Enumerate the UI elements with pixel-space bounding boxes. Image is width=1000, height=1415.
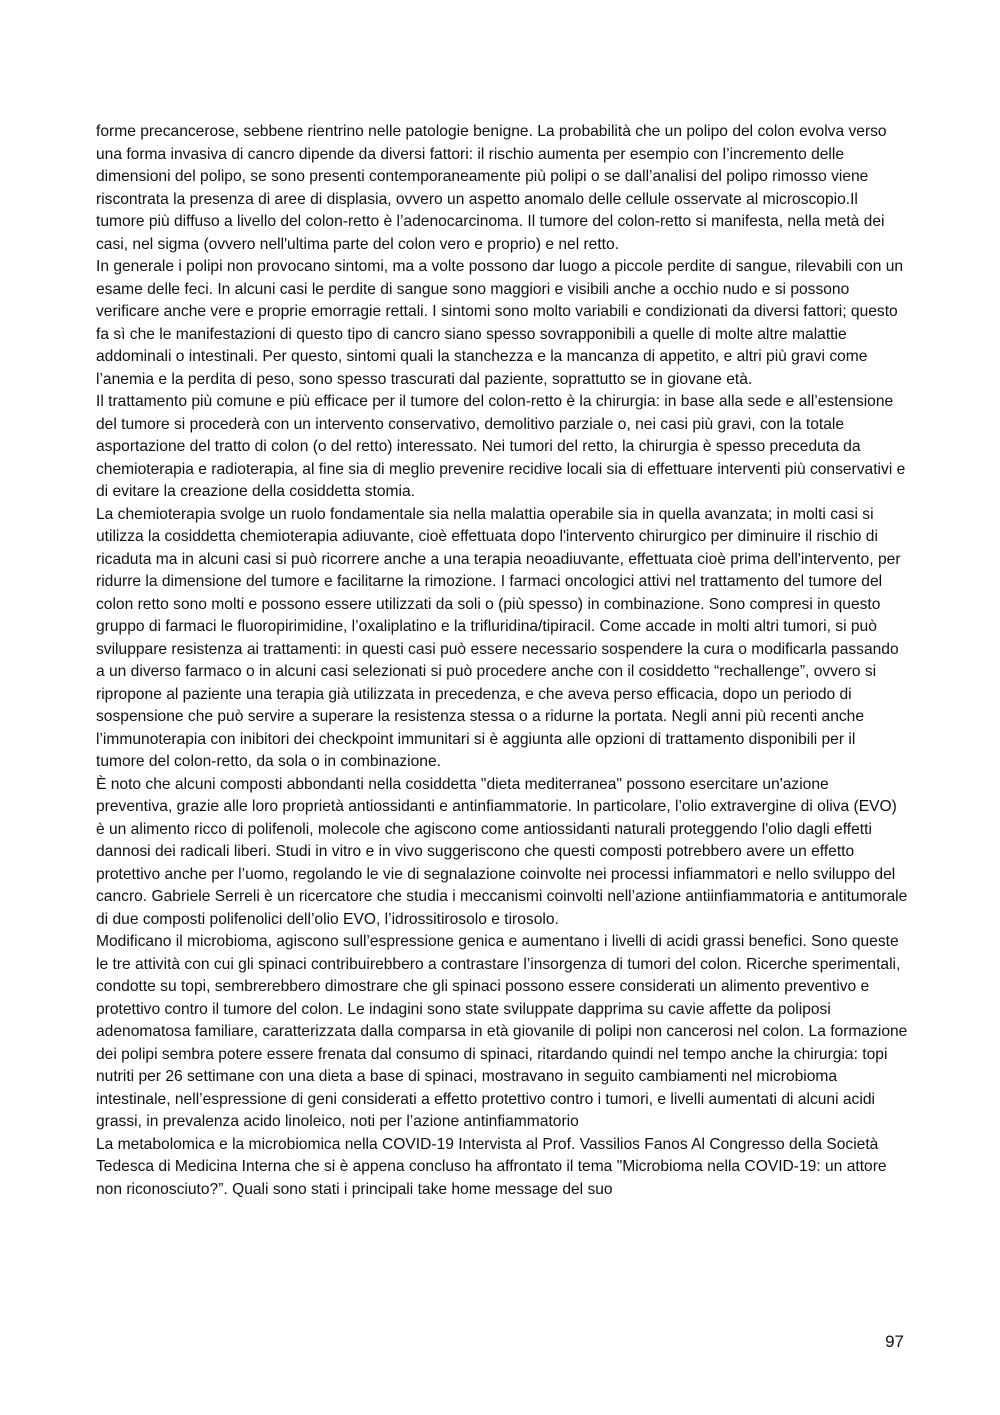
paragraph: È noto che alcuni composti abbondanti nella cosiddetta "dieta mediterranea" possono esercitare un'azione preventiva, grazie alle loro proprietà antiossidanti e antinfiammatorie. In particolare, l’olio extravergine di oliva (EVO) è un alimento ricco di polifenoli, molecole che agiscono come antiossidanti naturali proteggendo l'olio dagli effetti dannosi dei radicali liberi. Studi in vitro e in vivo suggeriscono che questi composti potrebbero avere un effetto protettivo anche per l’uomo, regolando le vie di segnalazione coinvolte nei processi infiammatori e nello sviluppo del cancro. Gabriele Serreli è un ricercatore che studia i meccanismi coinvolti nell’azione antiinfiammatoria e antitumorale di due composti polifenolici dell’olio EVO, l’idrossitirosolo e tirosolo. [96,775,908,928]
body-text [96,121,908,1201]
page-number: 97 [885,1332,904,1351]
paragraph: Il trattamento più comune e più efficace per il tumore del colon-retto è la chirurgia: in base alla sede e all’estensione del tumore si procederà con un intervento conservativo, demolitivo parziale o, nei casi più gravi, con la totale asportazione del tratto di colon (o del retto) interessato. Nei tumori del retto, la chirurgia è spesso preceduta da chemioterapia e radioterapia, al fine sia di meglio prevenire recidive locali sia di effettuare interventi più conservativi e di evitare la creazione della cosiddetta stomia. [96,393,906,500]
paragraph: Modificano il microbioma, agiscono sull’espressione genica e aumentano i livelli di acidi grassi benefici. Sono queste le tre attività con cui gli spinaci contribuirebbero a contrastare l’insorgenza di tumori del colon. Ricerche sperimentali, condotte su topi, sembrerebbero dimostrare che gli spinaci possono essere considerati un alimento preventivo e protettivo contro il tumore del colon. Le indagini sono state sviluppate dapprima su cavie affette da poliposi adenomatosa familiare, caratterizzata dalla comparsa in età giovanile di polipi non cancerosi nel colon. La formazione dei polipi sembra potere essere frenata dal consumo di spinaci, ritardando quindi nel tempo anche la chirurgia: topi nutriti per 26 settimane con una dieta a base di spinaci, mostravano in seguito cambiamenti nel microbioma intestinale, nell’espressione di geni considerati a effetto protettivo contro i tumori, e livelli aumentati di alcuni acidi grassi, in prevalenza acido linoleico, noti per l’azione antinfiammatorio [96,933,908,1130]
paragraph: forme precancerose, sebbene rientrino nelle patologie benigne. La probabilità che un polipo del colon evolva verso una forma invasiva di cancro dipende da diversi fattori: il rischio aumenta per esempio con l’incremento delle dimensioni del polipo, se sono presenti contemporaneamente più polipi o se dall’analisi del polipo rimosso viene riscontrata la presenza di aree di displasia, ovvero un aspetto anomalo delle cellule osservate al microscopio.Il tumore più diffuso a livello del colon-retto è l’adenocarcinoma. Il tumore del colon-retto si manifesta, nella metà dei casi, nel sigma (ovvero nell'ultima parte del colon vero e proprio) e nel retto. [96,123,887,253]
paragraph: La metabolomica e la microbiomica nella COVID-19 Intervista al Prof. Vassilios Fanos Al Congresso della Società Tedesca di Medicina Interna che si è appena concluso ha affrontato il tema "Microbioma nella COVID-19: un attore non riconosciuto?”. Quali sono stati i principali take home message del suo [96,1135,887,1198]
paragraph: In generale i polipi non provocano sintomi, ma a volte possono dar luogo a piccole perdite di sangue, rilevabili con un esame delle feci. In alcuni casi le perdite di sangue sono maggiori e visibili anche a occhio nudo e si possono verificare anche vere e proprie emorragie rettali. I sintomi sono molto variabili e condizionati da diversi fattori; questo fa sì che le manifestazioni di questo tipo di cancro siano spesso sovrapponibili a quelle di molte altre malattie addominali o intestinali. Per questo, sintomi quali la stanchezza e la mancanza di appetito, e altri più gravi come l’anemia e la perdita di peso, sono spesso trascurati dal paziente, soprattutto se in giovane età. [96,258,904,388]
paragraph: La chemioterapia svolge un ruolo fondamentale sia nella malattia operabile sia in quella avanzata; in molti casi si utilizza la cosiddetta chemioterapia adiuvante, cioè effettuata dopo l'intervento chirurgico per diminuire il rischio di ricaduta ma in alcuni casi si può ricorrere anche a una terapia neoadiuvante, effettuata cioè prima dell'intervento, per ridurre la dimensione del tumore e facilitarne la rimozione. I farmaci oncologici attivi nel trattamento del tumore del colon retto sono molti e possono essere utilizzati da soli o (più spesso) in combinazione. Sono compresi in questo gruppo di farmaci le fluoropirimidine, l’oxaliplatino e la trifluridina/tipiracil. Come accade in molti altri tumori, si può sviluppare resistenza ai trattamenti: in questi casi può essere necessario sospendere la cura o modificarla passando a un diverso farmaco o in alcuni casi selezionati si può procedere anche con il cosiddetto “rechallenge”, ovvero si ripropone al paziente una terapia già utilizzata in precedenza, e che aveva perso efficacia, dopo un periodo di sospensione che può servire a superare la resistenza stessa o a ridurne la portata. Negli anni più recenti anche l’immunoterapia con inibitori dei checkpoint immunitari si è aggiunta alle opzioni di trattamento disponibili per il tumore del colon-retto, da sola o in combinazione. [96,505,901,770]
